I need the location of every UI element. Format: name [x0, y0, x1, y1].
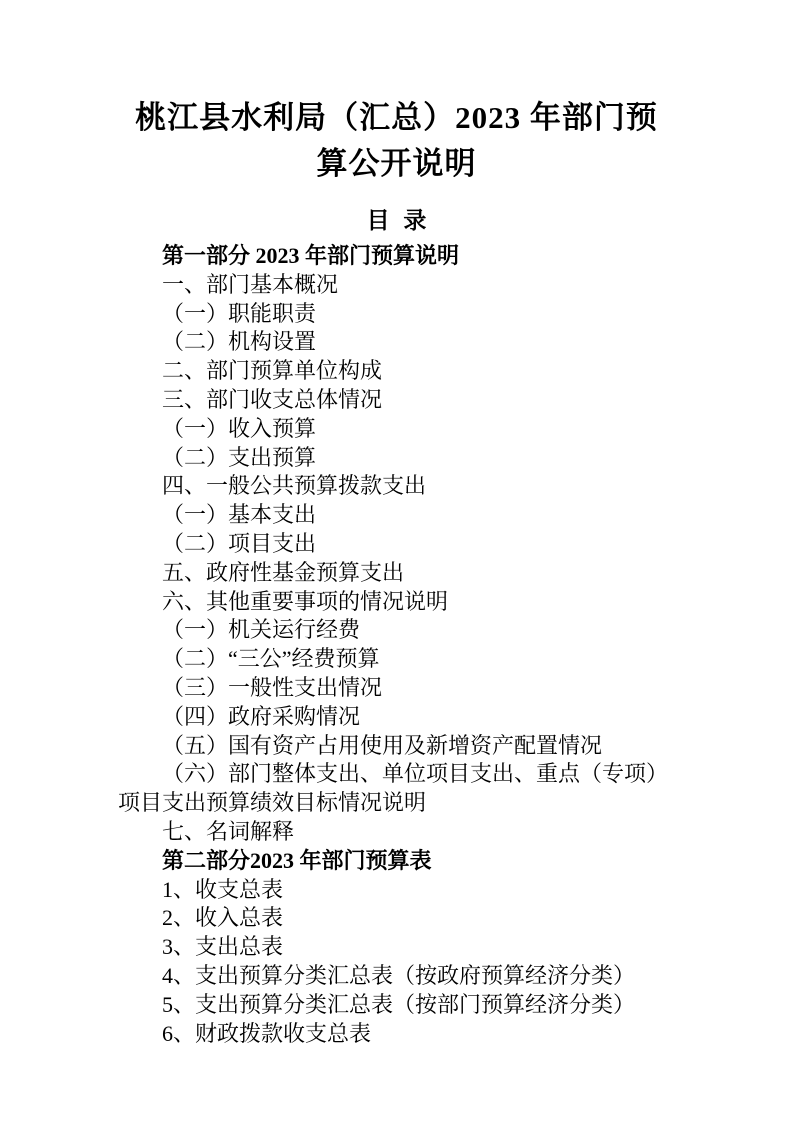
toc-item: 六、其他重要事项的情况说明 — [162, 588, 449, 614]
toc-item: （二）支出预算 — [162, 444, 317, 470]
toc-item: （一）机关运行经费 — [162, 617, 361, 643]
toc-item: （三）一般性支出情况 — [162, 674, 383, 700]
toc-list — [118, 242, 675, 1048]
toc-item: 二、部门预算单位构成 — [162, 358, 383, 384]
toc-item: 一、部门基本概况 — [162, 271, 339, 297]
toc-item: 五、政府性基金预算支出 — [162, 559, 405, 585]
toc-item: （一）基本支出 — [162, 502, 317, 528]
toc-item: （二）项目支出 — [162, 530, 317, 556]
document-title-line-1: 桃江县水利局（汇总）2023 年部门预 — [135, 100, 658, 135]
toc-item: （四）政府采购情况 — [162, 703, 361, 729]
toc-heading: 目 录 — [366, 208, 427, 233]
toc-item: 三、部门收支总体情况 — [162, 386, 383, 412]
toc-item: 四、一般公共预算拨款支出 — [162, 473, 427, 499]
toc-item: （二）“三公”经费预算 — [162, 646, 380, 672]
toc-item: （一）收入预算 — [162, 415, 317, 441]
toc-item: 3、支出总表 — [162, 934, 284, 960]
toc-item: （六）部门整体支出、单位项目支出、重点（专项）项目支出预算绩效目标情况说明 — [118, 761, 669, 816]
document-title — [118, 95, 675, 187]
toc-item: 5、支出预算分类汇总表（按部门预算经济分类） — [162, 991, 636, 1017]
toc-item: 七、名词解释 — [162, 818, 295, 844]
document-title-line-2: 算公开说明 — [316, 146, 477, 181]
toc-item: （一）职能职责 — [162, 300, 317, 326]
toc-item: 第一部分 2023 年部门预算说明 — [162, 243, 460, 268]
toc-item: 2、收入总表 — [162, 905, 284, 931]
toc-item: 1、收支总表 — [162, 876, 284, 902]
toc-item: 第二部分2023 年部门预算表 — [162, 847, 432, 873]
toc-item: （二）机构设置 — [162, 329, 317, 355]
toc-item: 4、支出预算分类汇总表（按政府预算经济分类） — [162, 962, 636, 988]
toc-item: 6、财政拨款收支总表 — [162, 1020, 372, 1046]
toc-item: （五）国有资产占用使用及新增资产配置情况 — [162, 732, 603, 758]
